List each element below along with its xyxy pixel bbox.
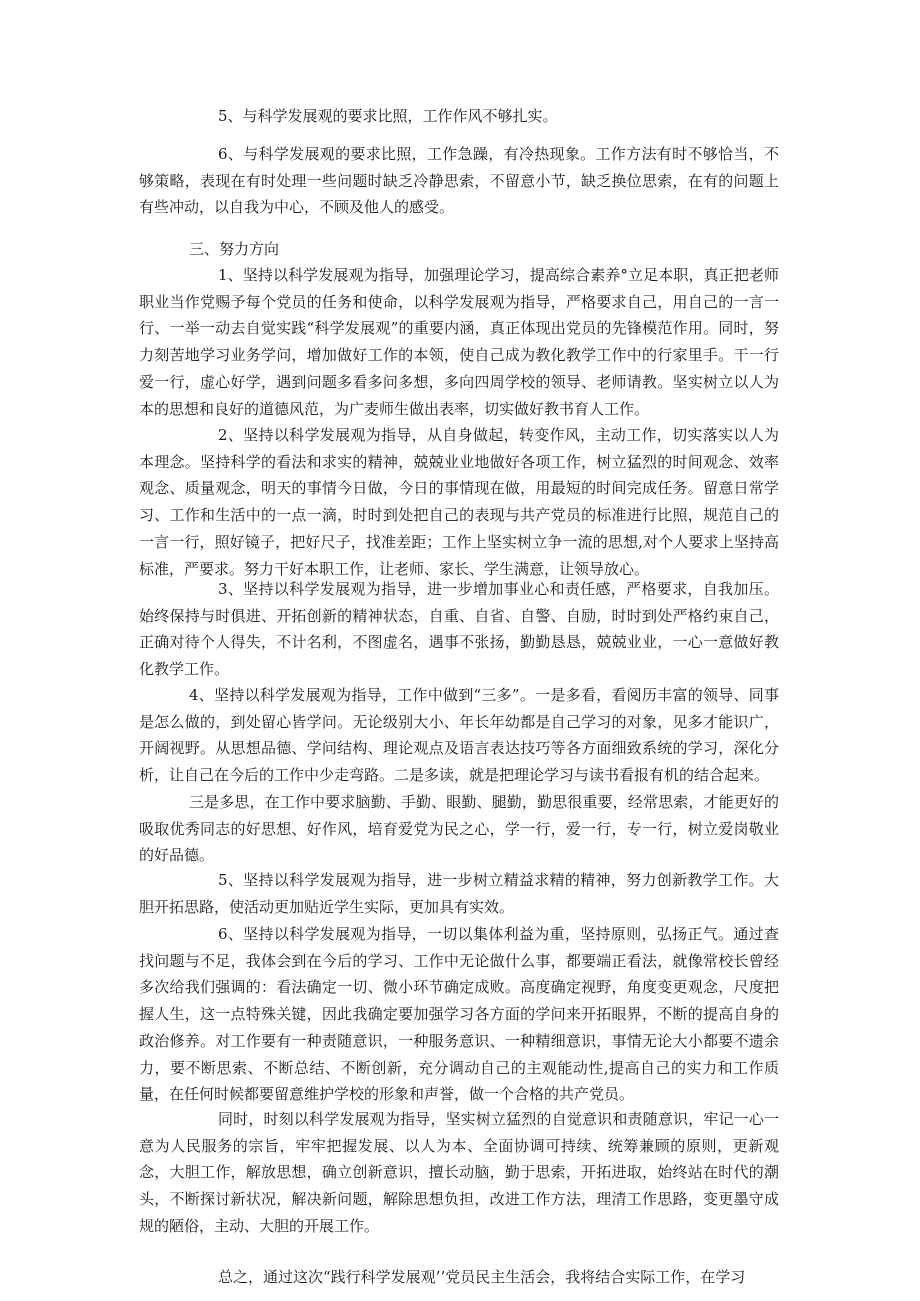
- paragraph-direction-4: 4、坚持以科学发展观为指导，工作中做到“三多”。一是多看，看阅历丰富的领导、同事是怎么做的，到处留心皆学问。无论级别大小、年长年幼都是自己学习的对象，见多才能识广，开阔视野。从思想品德、学问结构、理论观点及语言表达技巧等各方面细致系统的学习，深化分析，让自己在今后的工作中少走弯路。二是多读，就是把理论学习与读书看报有机的结合起来。: [139, 686, 779, 785]
- paragraph-direction-1: 1、坚持以科学发展观为指导，加强理论学习，提高综合素养°立足本职，真正把老师职业当作党赐予每个党员的任务和使命，以科学发展观为指导，严格要求自己，用自己的一言一行、一举一动去自觉实践“科学发展观”的重要内涵，真正体现出党员的先锋模范作用。同时，努力刻苦地学习业务学问，增加做好工作的本领，使自己成为教化教学工作中的行家里手。干一行爱一行，虚心好学，遇到问题多看多问多想，多向四周学校的领导、老师请教。坚实树立以人为本的思想和良好的道德风范，为广麦师生做出表率，切实做好教书育人工作。: [139, 266, 779, 418]
- section-heading: 三、努力方向: [189, 240, 280, 258]
- paragraph-summary: 总之，通过这次“践行科学发展观’’党员民主生活会，我将结合实际工作，在学习: [218, 1268, 746, 1286]
- paragraph-meanwhile: 同时，时刻以科学发展观为指导，坚实树立猛烈的自觉意识和责随意识，牢记一心一意为人民服务的宗旨，牢牢把握发展、以人为本、全面协调可持续、统筹兼顾的原则，更新观念，大胆工作，解放思想，确立创新意识，擅长动脑，勤于思索，开拓进取，始终站在时代的潮头，不断探讨新状况，解决新问题，解除思想负担，改进工作方法，理清工作思路，变更墨守成规的陋俗，主动、大胆的开展工作。: [139, 1110, 779, 1235]
- paragraph-direction-3: 3、坚持以科学发展观为指导，进一步增加事业心和责任感，严格要求，自我加压。始终保持与时俱进、开拓创新的精神状态，自重、自省、自警、自励，时时到处严格约束自己，正确对待个人得失，不计名利，不图虚名，遇事不张扬，勤勤恳恳，兢兢业业，一心一意做好教化教学工作。: [139, 580, 779, 679]
- paragraph-direction-5: 5、坚持以科学发展观为指导，进一步树立精益求精的精神，努力创新教学工作。大胆开拓思路，使活动更加贴近学生实际，更加具有实效。: [139, 871, 779, 916]
- paragraph-item-6: 6、与科学发展观的要求比照，工作急躁，有冷热现象。工作方法有时不够恰当，不够策略，表现在有时处理一些问题时缺乏冷静思索，不留意小节，缺乏换位思索，在有的问题上有些冲动，以自我为中心，不顾及他人的感受。: [139, 145, 779, 217]
- paragraph-direction-2: 2、坚持以科学发展观为指导，从自身做起，转变作风，主动工作，切实落实以人为本理念。坚持科学的看法和求实的精神，兢兢业业地做好各项工作，树立猛烈的时间观念、效率观念、质量观念，明天的事情今日做，今日的事情现在做，用最短的时间完成任务。留意日常学习、工作和生活中的一点一滴，时时到处把自己的表现与共产党员的标准进行比照，规范自己的一言一行，照好镜子，把好尺子，找准差距；工作上坚实树立争一流的思想,对个人要求上坚持高标准，严要求。努力干好本职工作，让老师、家长、学生满意，让领导放心。: [139, 426, 779, 578]
- paragraph-item-5: 5、与科学发展观的要求比照，工作作风不够扎实。: [218, 107, 558, 125]
- paragraph-think-more: 三是多思，在工作中要求脑勤、手勤、眼勤、腿勤，勤思很重要，经常思索，才能更好的吸取优秀同志的好思想、好作风，培育爱党为民之心，学一行，爱一行，专一行，树立爱岗敬业的好品德。: [139, 793, 779, 865]
- paragraph-direction-6: 6、坚持以科学发展观为指导，一切以集体利益为重，坚持原则，弘扬正气。通过查找问题与不足，我体会到在今后的学习、工作中无论做什么事，都要端正看法，就像常校长曾经多次给我们强调的：看法确定一切、微小环节确定成败。高度确定视野，角度变更观念，尺度把握人生，这一点特殊关键，因此我确定要加强学习各方面的学问来开拓眼界，不断的提高自身的政治修养。对工作要有一种责随意识，一种服务意识、一种精细意识，事情无论大小都要不遗余力，要不断思索、不断总结、不断创新，充分调动自己的主观能动性,提高自己的实力和工作质量，在任何时候都要留意维护学校的形象和声誉，做一个合格的共产党员。: [139, 925, 779, 1104]
